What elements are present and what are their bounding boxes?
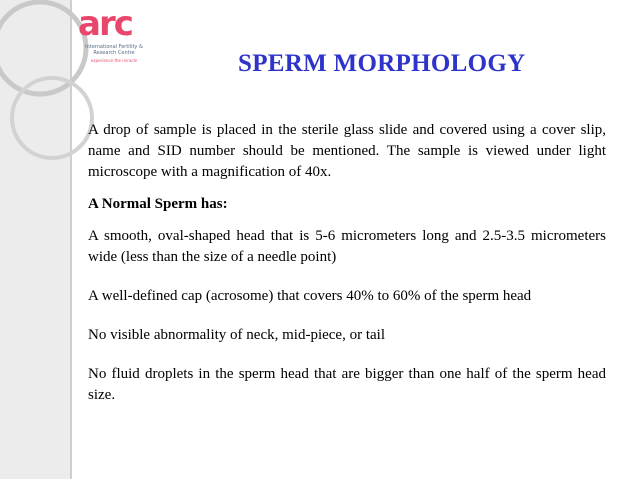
slide-title: SPERM MORPHOLOGY [238,50,526,77]
intro-paragraph: A drop of sample is placed in the sterile glass slide and covered using a cover slip, name and SID number should be mentioned. The sample is viewed under light microscope with a magnification of 40x. [88,122,606,180]
slide-body [88,120,606,406]
criteria-item: A well-defined cap (acrosome) that covers 40% to 60% of the sperm head [88,288,532,304]
logo-tagline: experience the miracle [90,58,138,63]
criteria-item: A smooth, oval-shaped head that is 5-6 micrometers long and 2.5-3.5 micrometers wide (less than the size of a needle point) [88,228,606,265]
arc-logo [78,4,148,70]
criteria-item: No fluid droplets in the sperm head that are bigger than one half of the sperm head size. [88,366,606,403]
normal-sperm-heading: A Normal Sperm has: [88,196,228,212]
criteria-item: No visible abnormality of neck, mid-piece, or tail [88,327,385,343]
logo-subtitle: International Fertility & Research Centre [85,44,143,56]
logo-word: arc [78,4,132,44]
